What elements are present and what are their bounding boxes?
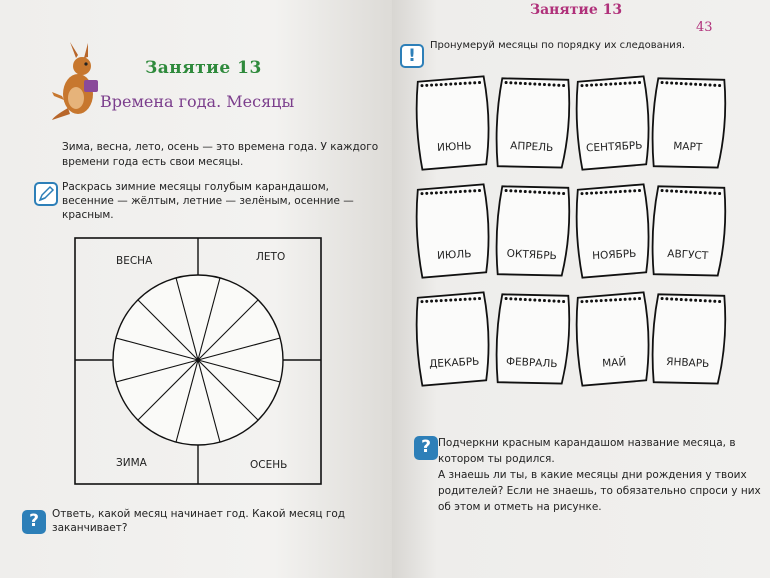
month-label: ОКТЯБРЬ: [506, 247, 558, 263]
month-card: [415, 292, 491, 386]
month-label: СЕНТЯБРЬ: [585, 139, 643, 155]
season-winter: ЗИМА: [116, 457, 147, 469]
numbering-task-text: Пронумеруй месяцы по порядку их следования.: [430, 40, 685, 51]
month-label: ФЕВРАЛЬ: [505, 355, 558, 371]
month-card: [495, 184, 571, 278]
lesson-title: Занятие 13: [145, 58, 262, 78]
month-card: [575, 76, 651, 170]
season-autumn: ОСЕНЬ: [250, 459, 288, 471]
pencil-icon: [34, 182, 58, 206]
month-card: [651, 184, 727, 278]
right-page: [392, 0, 770, 578]
season-summer: ЛЕТО: [256, 251, 286, 263]
color-task-text: Раскрась зимние месяцы голубым карандашом, весенние — жёлтым, летние — зелёным, осенние — красным.: [62, 181, 354, 221]
season-spring: ВЕСНА: [116, 255, 153, 267]
month-card: [495, 76, 571, 170]
month-label: АВГУСТ: [666, 247, 709, 263]
intro-text: Зима, весна, лето, осень — это времена года. У каждого времени года есть свои месяцы.: [62, 141, 379, 168]
month-label: ИЮЛЬ: [436, 248, 472, 262]
month-cards: [392, 0, 770, 430]
running-header: Занятие 13: [530, 2, 623, 18]
birthday-task-line-1: Подчеркни красным карандашом название месяца, в котором ты родился.: [438, 437, 736, 465]
kangaroo-icon: [48, 40, 104, 122]
month-card: [575, 292, 651, 386]
seasons-diagram: [74, 236, 324, 486]
month-label: МАРТ: [672, 140, 703, 154]
birthday-task: [438, 435, 764, 515]
lesson-subtitle: Времена года. Месяцы: [100, 92, 295, 111]
question-icon: ?: [22, 510, 46, 534]
page-number: 43: [696, 20, 713, 35]
month-label: ИЮНЬ: [436, 140, 472, 154]
month-label: АПРЕЛЬ: [509, 139, 554, 155]
exclamation-icon: !: [400, 44, 424, 68]
month-card: [651, 76, 727, 170]
month-label: ДЕКАБРЬ: [428, 355, 480, 371]
month-card: [415, 76, 491, 170]
month-card: [415, 184, 491, 278]
month-label: НОЯБРЬ: [591, 247, 637, 263]
month-card: [575, 184, 651, 278]
month-card: [651, 292, 727, 386]
month-label: МАЙ: [601, 356, 627, 370]
month-card: [495, 292, 571, 386]
question-icon: ?: [414, 436, 438, 460]
month-label: ЯНВАРЬ: [665, 355, 710, 371]
birthday-task-line-2: А знаешь ли ты, в какие месяцы дни рождения у твоих родителей? Если не знаешь, то обязательно спроси у них об этом и отметь на рисунке.: [438, 469, 761, 513]
year-question-text: Ответь, какой месяц начинает год. Какой месяц год заканчивает?: [52, 508, 346, 534]
